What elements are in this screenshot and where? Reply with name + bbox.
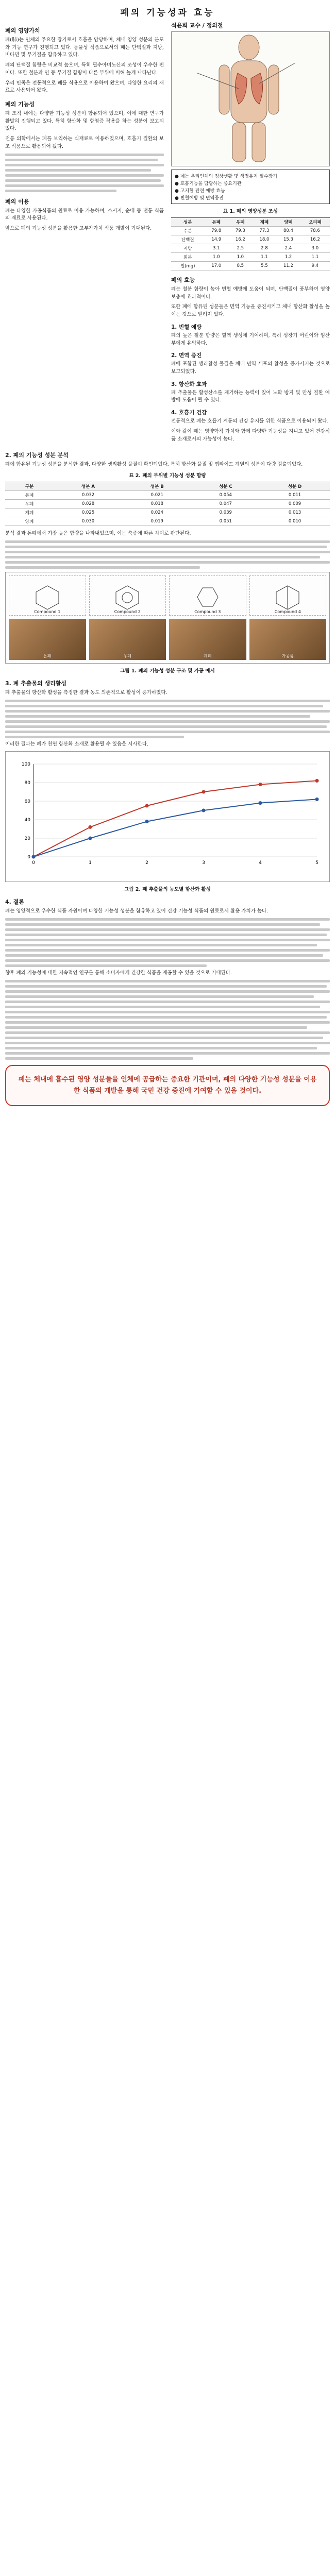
table-cell: 0.021: [123, 491, 192, 500]
table-header: 돈폐: [204, 218, 228, 227]
data-point: [259, 783, 262, 786]
table-row: [171, 253, 330, 262]
chart-svg: [8, 754, 327, 877]
paragraph: 폐 추출물의 항산화 활성을 측정한 결과 농도 의존적으로 활성이 증가하였다.: [5, 689, 167, 696]
section-conclusion: [5, 897, 330, 1059]
table-cell: 돈폐: [5, 491, 54, 500]
table-row: [171, 227, 330, 235]
table-cell: 0.009: [260, 500, 330, 509]
table-cell: 양폐: [5, 517, 54, 526]
chemical-structures: [9, 575, 326, 616]
chem-label: Compound 2: [114, 609, 141, 614]
chem-label: Compound 4: [274, 609, 301, 614]
photo-label: 돈폐: [43, 653, 52, 658]
table-cell: 17.0: [204, 262, 228, 270]
ring-structure-icon: [272, 584, 303, 609]
table-cell: 8.5: [228, 262, 253, 270]
legend-item: ● 빈혈예방 및 면역증진: [175, 196, 224, 201]
table-cell: 계폐: [5, 509, 54, 517]
x-tick-label: 3: [202, 860, 205, 866]
table-cell: 0.028: [54, 500, 123, 509]
page: [5, 0, 330, 1106]
table-header: 성분 B: [123, 482, 192, 491]
chem-label: Compound 1: [34, 609, 61, 614]
data-point: [32, 855, 36, 859]
table2-caption: 표 2. 폐의 부위별 기능성 성분 함량: [129, 473, 206, 479]
paragraph: 폐는 다양한 가공식품의 원료로 이용 가능하며, 소시지, 순대 등 전통 식품의 재료로 사용된다.: [5, 208, 164, 222]
table-cell: 0.054: [192, 491, 260, 500]
table-header: 성분: [171, 218, 204, 227]
table-row: [5, 509, 330, 517]
table-cell: 79.3: [228, 227, 253, 235]
data-point: [202, 809, 206, 812]
table-header: 성분 C: [192, 482, 260, 491]
table-row: [171, 262, 330, 270]
heading-analysis: 2. 폐의 기능성 성분 분석: [5, 452, 69, 459]
photo-label: 우폐: [123, 653, 131, 658]
paragraph: 폐(肺)는 인체의 주요한 장기로서 호흡을 담당하며, 체내 영양 성분의 분포와 기능 연구가 진행되고 있다. 동물성 식품으로서의 폐는 단백질과 지방, 비타민 및 무기질을 함유하고 있다.: [5, 37, 164, 58]
paragraph: 전통 의학에서는 폐를 보익하는 식재료로 이용하였으며, 호흡기 질환의 보조 식품으로 활용되어 왔다.: [5, 136, 164, 149]
table-cell: 0.032: [54, 491, 123, 500]
table-cell: 우폐: [5, 500, 54, 509]
left-column: [5, 21, 164, 446]
table-cell: 지방: [171, 244, 204, 253]
body-figure: [171, 31, 330, 166]
data-point: [315, 779, 319, 783]
table-cell: 9.4: [300, 262, 330, 270]
subheading: 3. 항산화 효과: [171, 381, 207, 387]
chemical-structure: [9, 575, 86, 616]
table-cell: 14.9: [204, 235, 228, 244]
series-line: [34, 800, 317, 857]
paragraph: 앞으로 폐의 기능성 성분을 활용한 고부가가치 식품 개발이 기대된다.: [5, 226, 152, 232]
paragraph: 또한 폐에 함유된 성분들은 면역 기능을 증진시키고 체내 항산화 활성을 높이는 것으로 알려져 있다.: [171, 304, 330, 318]
two-column-body: [5, 21, 330, 446]
table-cell: 1.1: [253, 253, 277, 262]
table-cell: 0.024: [123, 509, 192, 517]
data-point: [259, 801, 262, 805]
table-cell: 회분: [171, 253, 204, 262]
text-block: [5, 154, 164, 192]
table-cell: 0.013: [260, 509, 330, 517]
table-cell: 79.8: [204, 227, 228, 235]
y-tick-label: 80: [24, 781, 30, 786]
table-cell: 2.8: [253, 244, 277, 253]
heading-conclusion: 4. 결론: [5, 899, 24, 906]
table-cell: 16.2: [228, 235, 253, 244]
paragraph: 폐는 철분 함량이 높아 빈혈 예방에 도움이 되며, 단백질이 풍부하여 영양 보충에 효과적이다.: [171, 286, 330, 300]
x-tick-label: 4: [259, 860, 262, 866]
table-cell: 2.5: [228, 244, 253, 253]
chem-label: Compound 3: [194, 609, 221, 614]
paragraph: 폐의 높은 철분 함량은 혈액 생성에 기여하며, 특히 성장기 어린이와 임산부에게 유익하다.: [171, 332, 330, 346]
legend-item: ● 폐는 우리인체의 정상생활 및 생명유지 필수장기: [175, 174, 277, 179]
human-body-illustration: [172, 32, 329, 165]
table-row: [5, 517, 330, 526]
table-cell: 80.4: [276, 227, 300, 235]
text-block: [5, 980, 330, 1060]
section-bioactivity: [5, 679, 330, 748]
x-tick-label: 0: [32, 860, 35, 866]
series-line: [34, 781, 317, 857]
x-tick-label: 1: [89, 860, 92, 866]
text-block: [5, 540, 330, 569]
table-cell: 0.047: [192, 500, 260, 509]
table-cell: 1.0: [228, 253, 253, 262]
heading-usage: 폐의 이용: [5, 198, 29, 205]
table-cell: 1.0: [204, 253, 228, 262]
subheading: 2. 면역 증진: [171, 352, 202, 359]
table-header: 우폐: [228, 218, 253, 227]
paragraph: 폐 추출물은 활성산소를 제거하는 능력이 있어 노화 방지 및 만성 질환 예방에 도움이 될 수 있다.: [171, 389, 330, 403]
photo-row: [9, 619, 326, 660]
table-cell: 0.019: [123, 517, 192, 526]
data-point: [89, 837, 92, 840]
paragraph: 폐는 영양적으로 우수한 식품 자원이며 다양한 기능성 성분을 함유하고 있어 건강 기능성 식품의 원료로서 활용 가치가 높다.: [5, 908, 269, 914]
y-tick-label: 40: [24, 818, 30, 823]
table-cell: 3.0: [300, 244, 330, 253]
table-header: 오리폐: [300, 218, 330, 227]
nutrient-table: [171, 217, 330, 270]
data-point: [145, 804, 149, 808]
table-cell: 0.051: [192, 517, 260, 526]
table-header: 구분: [5, 482, 54, 491]
photo: [249, 619, 327, 660]
table-cell: 철(mg): [171, 262, 204, 270]
table-cell: 0.039: [192, 509, 260, 517]
data-point: [89, 825, 92, 829]
figure1-caption: 그림 1. 폐의 기능성 성분 구조 및 가공 예시: [120, 668, 215, 674]
table-cell: 0.018: [123, 500, 192, 509]
section-analysis: [5, 451, 330, 568]
figure-legend: [171, 170, 330, 204]
table-cell: 18.0: [253, 235, 277, 244]
table-cell: 0.025: [54, 509, 123, 517]
paragraph: 이와 같이 폐는 영양학적 가치와 함께 다양한 기능성을 지니고 있어 건강식품 소재로서의 가능성이 높다.: [171, 428, 330, 442]
table-cell: 수분: [171, 227, 204, 235]
photo: [9, 619, 86, 660]
y-tick-label: 100: [21, 762, 30, 768]
table-cell: 1.1: [300, 253, 330, 262]
chemical-structure: [89, 575, 166, 616]
paragraph: 이러한 결과는 폐가 천연 항산화 소재로 활용될 수 있음을 시사한다.: [5, 741, 148, 747]
table-cell: 단백질: [171, 235, 204, 244]
table-cell: 1.2: [276, 253, 300, 262]
photo: [169, 619, 246, 660]
paragraph: 향후 폐의 기능성에 대한 지속적인 연구를 통해 소비자에게 건강한 식품을 제공할 수 있을 것으로 기대된다.: [5, 970, 232, 976]
legend-item: ● 호흡기능을 담당하는 중요기관: [175, 181, 242, 187]
paragraph: 폐에 함유된 기능성 성분을 분석한 결과, 다양한 생리활성 물질이 확인되었다. 특히 항산화 물질 및 펩타이드 계열의 성분이 다량 검출되었다.: [5, 462, 303, 468]
chart-caption: 그림 2. 폐 추출물의 농도별 항산화 활성: [124, 887, 211, 893]
hexagon-structure-icon: [32, 584, 63, 609]
table-row: [171, 235, 330, 244]
table-cell: 2.4: [276, 244, 300, 253]
line-chart: [5, 751, 330, 882]
y-tick-label: 0: [27, 855, 30, 860]
paragraph: 전통적으로 폐는 호흡기 계통의 건강 유지를 위한 식품으로 이용되어 왔다.: [171, 418, 329, 425]
paragraph: 분석 결과 돈폐에서 가장 높은 함량을 나타내었으며, 이는 축종에 따른 차이로 판단된다.: [5, 531, 191, 537]
table-cell: 0.010: [260, 517, 330, 526]
paragraph: 폐에 포함된 생리활성 물질은 체내 면역 세포의 활성을 증가시키는 것으로 보고되었다.: [171, 361, 330, 375]
y-tick-label: 60: [24, 799, 30, 805]
table-cell: 11.2: [276, 262, 300, 270]
functional-table: [5, 482, 330, 526]
x-tick-label: 5: [315, 860, 319, 866]
text-block: [5, 918, 330, 967]
subheading: 1. 빈혈 예방: [171, 324, 202, 330]
photo-label: 가공품: [281, 653, 294, 658]
text-block: [5, 700, 330, 738]
table-cell: 0.011: [260, 491, 330, 500]
heading-bioactivity: 3. 폐 추출물의 생리활성: [5, 680, 66, 687]
ring-structure-icon: [192, 584, 223, 609]
author: 석윤희 교수 / 정의철: [171, 22, 223, 29]
table-cell: 77.3: [253, 227, 277, 235]
right-column: [171, 21, 330, 446]
table-cell: 0.030: [54, 517, 123, 526]
chemical-structure: [169, 575, 246, 616]
table-row: [5, 491, 330, 500]
table-cell: 78.6: [300, 227, 330, 235]
y-tick-label: 20: [24, 836, 30, 842]
paragraph: 폐의 단백질 함량은 비교적 높으며, 특히 필수아미노산의 조성이 우수한 편이다. 또한 철분과 인 등 무기질 함량이 다른 부위에 비해 높게 나타난다.: [5, 62, 164, 76]
table-row: [5, 500, 330, 509]
table-row: [171, 244, 330, 253]
table-header: 성분 A: [54, 482, 123, 491]
page-title: 폐의 기능성과 효능: [120, 8, 215, 18]
chemical-structure: [249, 575, 327, 616]
subheading: 4. 호흡기 건강: [171, 410, 207, 416]
paragraph: 우리 민족은 전통적으로 폐를 식용으로 이용하여 왔으며, 다양한 요리의 재료로 사용되어 왔다.: [5, 80, 164, 94]
photo: [89, 619, 166, 660]
heading-intro: 폐의 영양가치: [5, 27, 40, 34]
paragraph: 폐 조직 내에는 다양한 기능성 성분이 함유되어 있으며, 이에 대한 연구가 활발히 진행되고 있다. 특히 항산화 및 항염증 작용을 하는 성분이 보고되었다.: [5, 111, 164, 132]
x-tick-label: 2: [145, 860, 148, 866]
heading-functionality: 폐의 기능성: [5, 101, 35, 108]
data-point: [315, 798, 319, 801]
table-cell: 15.3: [276, 235, 300, 244]
hexagon-structure-icon: [112, 584, 143, 609]
legend-item: ● 고지혈 관련 예방 효능: [175, 189, 225, 194]
heading-effect: 폐의 효능: [171, 277, 195, 283]
photo-label: 계폐: [204, 653, 212, 658]
table-header: 양폐: [276, 218, 300, 227]
table-cell: 5.5: [253, 262, 277, 270]
table-cell: 3.1: [204, 244, 228, 253]
figure-1: [5, 572, 330, 664]
table-header: 성분 D: [260, 482, 330, 491]
data-point: [202, 790, 206, 794]
table-cell: 16.2: [300, 235, 330, 244]
conclusion-callout: 폐는 체내에 흡수된 영양 성분들을 인체에 공급하는 중요한 기관이며, 폐의 다양한 기능성 성분을 이용한 식품의 개발을 통해 국민 건강 증진에 기여할 수 있을 것이다.: [5, 1065, 330, 1106]
table-header: 계폐: [253, 218, 277, 227]
table1-caption: 표 1. 폐의 영양성분 조성: [223, 209, 278, 214]
data-point: [145, 820, 149, 823]
